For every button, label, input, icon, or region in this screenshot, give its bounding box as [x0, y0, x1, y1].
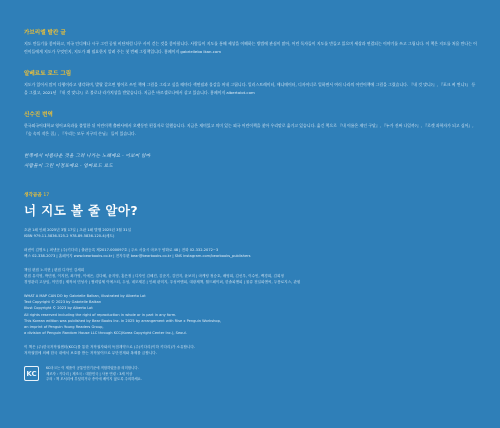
isbn-line: ISBN 979-11-5836-525-2 978-89-5836-120-4(세트): [24, 233, 115, 238]
info-line: 초판 1쇄 인쇄 2025년 3월 17일 | 초판 1쇄 발행 2025년 3월 31일: [24, 227, 132, 232]
author-bio: 지도 만들기를 좋아하고, 미국 인디애나 시구 그린 공원 비단처럼 나무 사이 걷는 것을 좋아합니다. 사람들이 지도를 통해 세상을 이해하는 방법에 관심이 많아, 어린 독자들이 지도를 만들고 읽으며 세상과 연결되는 이야기를 쓰고 그립니다. 이 책은 지도를 처음 만나는 어린이들에게 지도가 무엇인지, 지도가 왜 필요한지 알려 주는 첫 번째 그림책입니다. 홈페이지 gabrielleba lkan.com: [24, 41, 477, 54]
edition-info: [24, 227, 482, 239]
illustrator-heading: 알베르토 로드 그림: [24, 71, 72, 78]
safety-text: [46, 366, 142, 383]
info-line: WHAT A MAP CAN DO by Gabrielle Balkan, illustrated by Alberto Lot: [24, 294, 146, 299]
info-line: 제조자 : 키다리 | 제조국 : 대한민국 | 사용 연령 : 3세 이상: [46, 371, 133, 376]
info-line: 경영관리 고상임, 이민경 | 제작처 민성사 | 협력업체 이에스티, 두성, 네모제본 | 인쇄 판미지, 우성씨앤피, 대광제책, 월드페이퍼, 한솔피앤피 | 물류 천일피앤씨, 두풍로지스, 관원: [24, 280, 301, 285]
illustrator-bio: 지도가 있어서 많이 다행이라고 생각하며, 발랄 같으면 영어로 쓰인 책에 그림을 그리고 싶을 때마다 색연필과 물감을 꺼내 그립니다. 일러스트레이터, 애니메이터, 디자이너로 일하면서 여러 나라의 어린이책에 그림을 그렸습니다. 『내 것 맞니?』, 『포크 찌 찐니?』 등을 그렸고, 2021년 『내 것 맞니?』로 볼로냐 라가치상을 받았습니다. 지금은 바르셀로나에서 살고 있습니다. 홈페이지 albertolot.com: [24, 82, 476, 95]
book-title: 너 지도 볼 줄 알아?: [24, 202, 138, 218]
safety-notice: [24, 366, 482, 383]
info-line: Text Copyright © 2023 by Gabrielle Balkan: [24, 300, 102, 305]
info-line: an imprint of Penguin Young Readers Group,: [24, 324, 104, 329]
info-line: 이 책은 (주)한국저작권센터(KCC)를 통한 저작권자와의 독점계약으로 (주)키다리(이하 키다리)가 소유합니다.: [24, 344, 196, 349]
info-line: 편집 유지영, 박민정, 이지현, 최가영, 이예은, 김다혜, 윤지영, 홍은정 | 디자인 김혜진, 김준기, 김민지, 윤보미 | 마케팅 정승호, 배영희, 김선우, 이수빈, 백경희, 김희정: [24, 274, 284, 279]
kc-mark-icon: KC: [24, 366, 39, 381]
info-line: 펴낸이 김병오 | 펴낸곳 (주)키다리 | 출판등록 제2017-000097호 | 주소 서울시 마포구 양화로 48 | 전화 02-332-2072~3: [24, 247, 219, 252]
info-line: a division of Penguin Random House LLC through KCC(Korea Copyright Center Inc.), Seoul.: [24, 330, 187, 335]
handwritten-note: 한쪽에서 아름다운 것을 그려 나가는 노래예요 - 이보미 엄마: [24, 153, 151, 159]
staff-info: [24, 267, 482, 285]
info-line: This Korean edition was published by Bear Books Inc. in 2025 by arrangement with Rise x Penguin Workshop,: [24, 318, 221, 323]
rights-notice: [24, 344, 482, 356]
illustrator-section: [24, 69, 482, 96]
handwritten-notes: [24, 152, 482, 172]
series-label: [24, 192, 482, 198]
translator-heading: 신수진 번역: [24, 112, 53, 119]
info-line: Illust Copyright © 2023 by Alberto Lot: [24, 306, 93, 311]
info-line: 주의 : 책 모서리에 부딪히거나 종이에 베이지 않도록 주의하세요.: [46, 377, 142, 382]
author-heading: 가브리엘 발칸 글: [24, 30, 66, 36]
author-section: [24, 28, 482, 55]
translator-section: [24, 110, 482, 137]
translator-bio: 한국외국어대학교 영어교육과를 졸업한 뒤 어린이책 출판사에서 오랫동안 편집자로 일했습니다. 지금은 재미있고 의미 있는 외국 어린이책을 찾아 우리말로 옮기고 있습니다. 옮긴 책으로 『내 이름은 제인 구달』, 『누가 진짜 나일까?』, 『로켓 과학자가 되고 싶어』, 『숲 속의 작은 집』, 『우리는 모두 지구의 손님』 들이 있습니다.: [24, 123, 474, 136]
handwritten-note: 사람들이 그린 이정표예요 - 엄마로도 로드: [24, 163, 113, 169]
publisher-info: [24, 247, 482, 259]
copyright-info: [24, 293, 482, 336]
series-name: 생각곰곰: [24, 192, 42, 198]
info-line: 저작권법에 의해 한국 내에서 보호를 받는 저작물이므로 무단전재와 복제를 금합니다.: [24, 350, 157, 355]
info-line: All rights reserved including the right of reproduction in whole or in part in any form.: [24, 312, 177, 317]
info-line: 팩스 02-338-2073 | 홈페이지 www.bearbooks.co.kr | 전자우편 bear@bearbooks.co.kr | SNS instagram.com/bearbooks_publishers: [24, 253, 251, 258]
series-number: 17: [43, 192, 50, 198]
info-line: 책임 편집 노지현 | 편집 디자인 김세희: [24, 267, 85, 272]
info-line: KC마크는 이 제품이 공통안전기준에 적합하였음을 의미합니다.: [46, 366, 139, 371]
